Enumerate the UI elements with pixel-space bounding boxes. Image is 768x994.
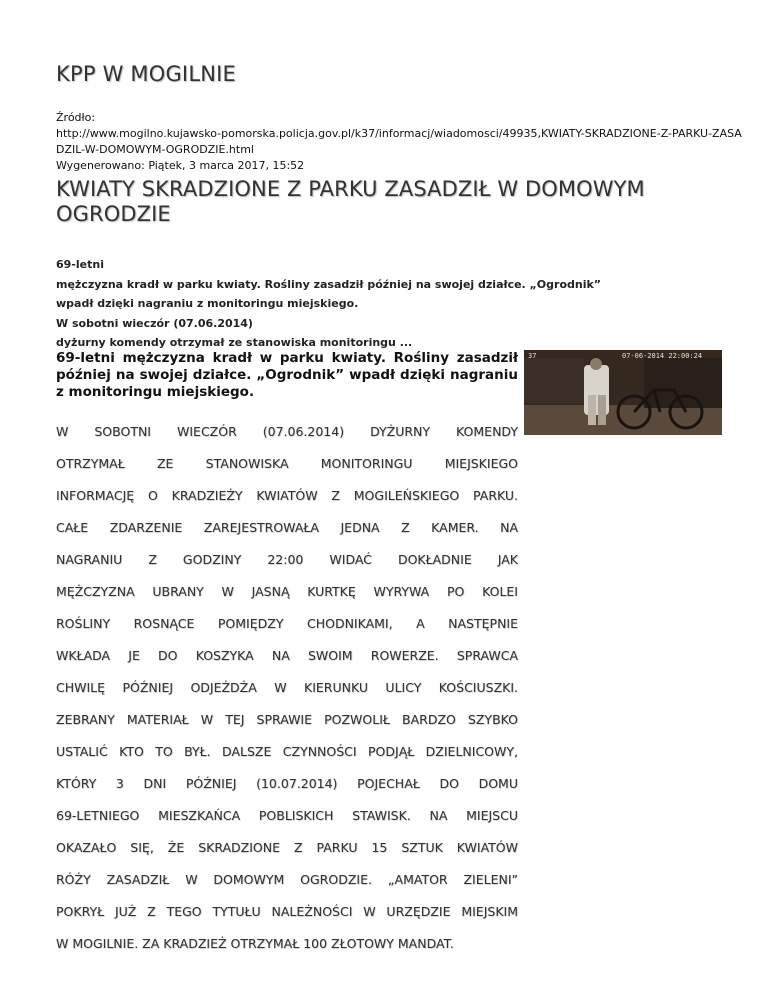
body-line: INFORMACJĘ O KRADZIEŻY KWIATÓW Z MOGILEŃSKIEGO PARKU. [56, 488, 518, 503]
source-url-line-2: DZIL-W-DOMOWYM-OGRODZIE.html [56, 143, 254, 156]
body-line: 69-LETNIEGO MIESZKAŃCA POBLISKICH STAWISK. NA MIEJSCU [56, 808, 518, 823]
article-body [56, 416, 518, 960]
source-block [56, 110, 742, 174]
lead-line: wpadł dzięki nagraniu z monitoringu miejskiego. [56, 297, 359, 310]
article-summary: 69-letni mężczyzna kradł w parku kwiaty. Rośliny zasadził później na swojej działce. „Ogrodnik” wpadł dzięki nagraniu z monitoringu miejskiego. [56, 350, 518, 400]
site-title: KPP W MOGILNIE [56, 62, 236, 86]
article-title: KWIATY SKRADZIONE Z PARKU ZASADZIŁ W DOMOWYM OGRODZIE [56, 177, 645, 226]
body-line: POKRYŁ JUŻ Z TEGO TYTUŁU NALEŻNOŚCI W URZĘDZIE MIEJSKIM [56, 904, 518, 919]
photo-channel: 37 [528, 352, 537, 360]
body-line: ZEBRANY MATERIAŁ W TEJ SPRAWIE POZWOLIŁ BARDZO SZYBKO [56, 712, 518, 727]
generated-date: Wygenerowano: Piątek, 3 marca 2017, 15:52 [56, 159, 305, 172]
lead-line: 69-letni [56, 258, 104, 271]
body-line: NAGRANIU Z GODZINY 22:00 WIDAĆ DOKŁADNIE JAK [56, 552, 518, 567]
body-line: KTÓRY 3 DNI PÓŹNIEJ (10.07.2014) POJECHAŁ DO DOMU [56, 776, 518, 791]
body-line: ROŚLINY ROSNĄCE POMIĘDZY CHODNIKAMI, A NASTĘPNIE [56, 616, 518, 631]
body-line: USTALIĆ KTO TO BYŁ. DALSZE CZYNNOŚCI PODJĄŁ DZIELNICOWY, [56, 744, 518, 759]
body-line: OKAZAŁO SIĘ, ŻE SKRADZIONE Z PARKU 15 SZTUK KWIATÓW [56, 840, 518, 855]
body-line: MĘŻCZYZNA UBRANY W JASNĄ KURTKĘ WYRYWA PO KOLEI [56, 584, 518, 599]
body-line: RÓŻY ZASADZIŁ W DOMOWYM OGRODZIE. „AMATOR ZIELENI” [56, 872, 518, 887]
cctv-photo [524, 350, 722, 435]
source-label: Źródło: [56, 111, 96, 124]
lead-text [56, 255, 696, 353]
photo-timestamp: 07-06-2014 22:00:24 [622, 352, 703, 360]
body-line: CHWILĘ PÓŹNIEJ ODJEŻDŻA W KIERUNKU ULICY KOŚCIUSZKI. [56, 680, 518, 695]
lead-line: dyżurny komendy otrzymał ze stanowiska monitoringu ... [56, 336, 413, 349]
body-line: W MOGILNIE. ZA KRADZIEŻ OTRZYMAŁ 100 ZŁOTOWY MANDAT. [56, 936, 454, 951]
lead-line: W sobotni wieczór (07.06.2014) [56, 316, 253, 330]
source-url-line-1: http://www.mogilno.kujawsko-pomorska.policja.gov.pl/k37/informacj/wiadomosci/49935,KWIATY-SKRADZIONE-Z-PARKU-ZASA [56, 127, 742, 140]
body-line: CAŁE ZDARZENIE ZAREJESTROWAŁA JEDNA Z KAMER. NA [56, 520, 518, 535]
lead-line: mężczyzna kradł w parku kwiaty. Rośliny zasadził później na swojej działce. „Ogrodnik” [56, 277, 602, 291]
body-line: WKŁADA JE DO KOSZYKA NA SWOIM ROWERZE. SPRAWCA [56, 648, 518, 663]
body-line: OTRZYMAŁ ZE STANOWISKA MONITORINGU MIEJSKIEGO [56, 456, 518, 471]
body-line: W SOBOTNI WIECZÓR (07.06.2014) DYŻURNY KOMENDY [56, 424, 518, 439]
